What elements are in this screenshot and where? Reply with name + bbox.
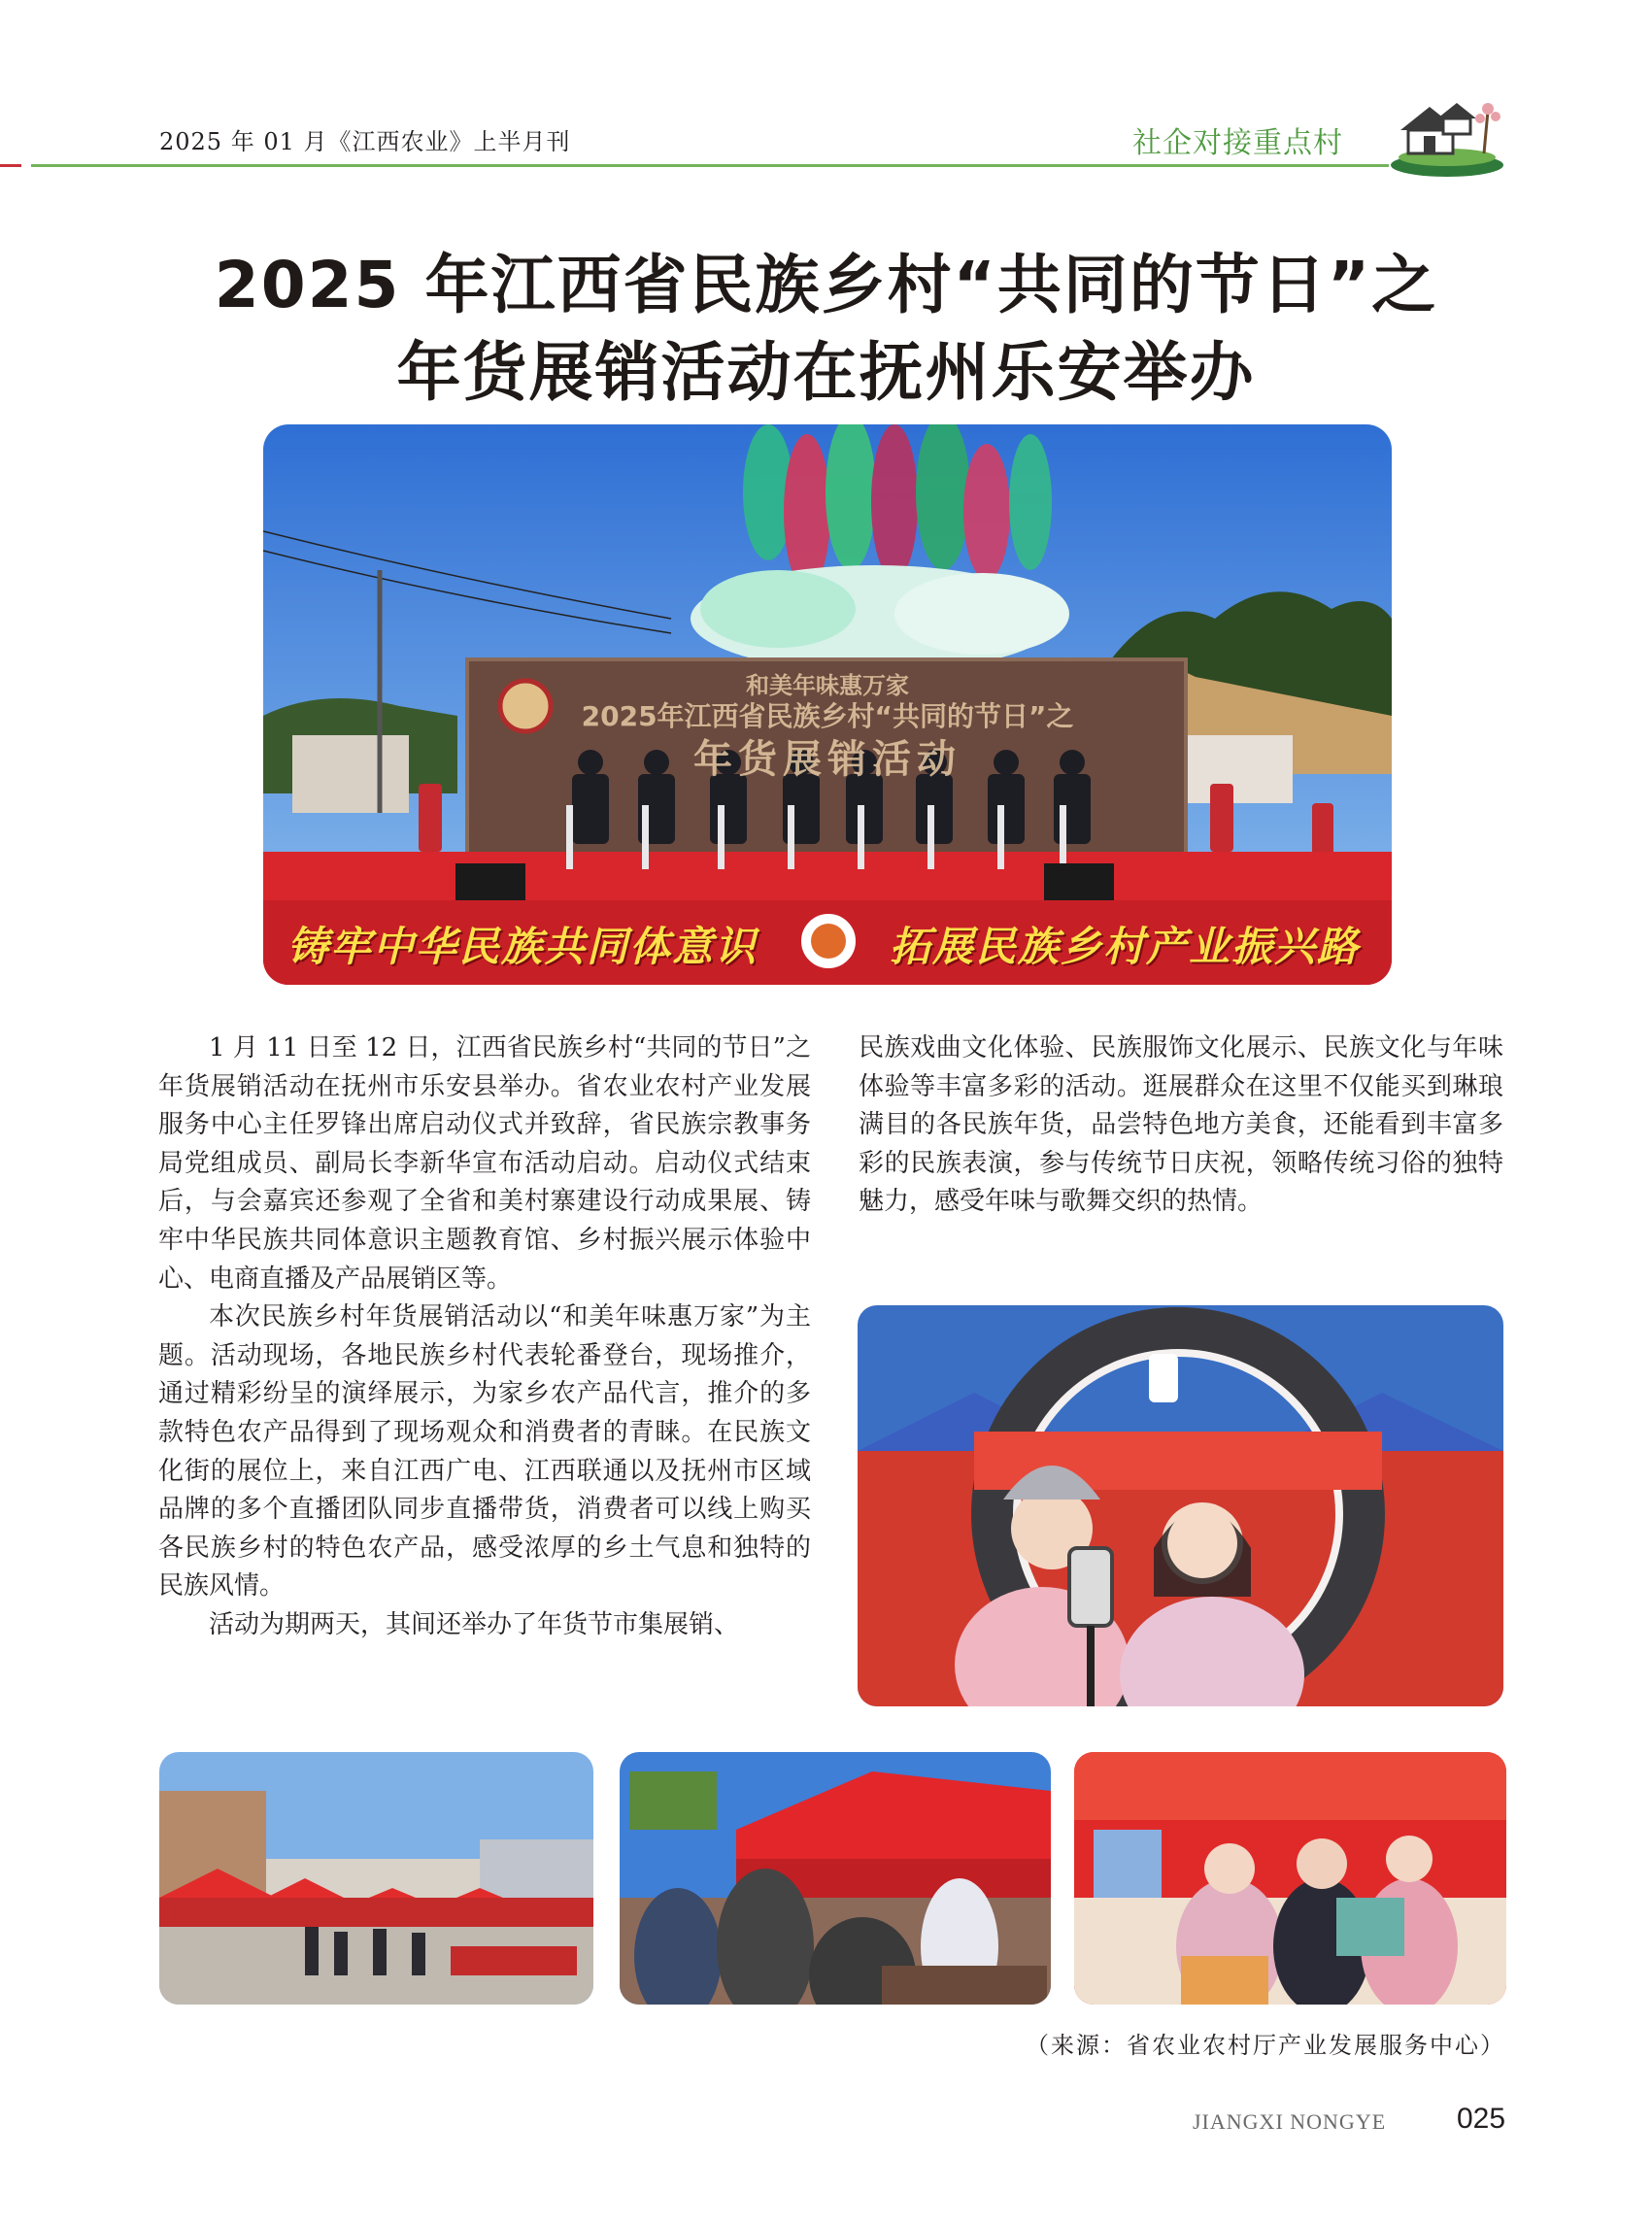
market-street-stalls-photo: [159, 1752, 593, 2005]
header-accent-tick: [0, 164, 21, 167]
market-crowd-booth-photo: [620, 1752, 1051, 2005]
article-paragraph-2: 本次民族乡村年货展销活动以“和美年味惠万家”为主题。活动现场，各地民族乡村代表轮番登台，现场推介，通过精彩纷呈的演绎展示，为家乡农产品代言，推介的多款特色农产品得到了现场观众和消费者的青睐。在民族文化街的展位上，来自江西广电、江西联通以及抚州市区域品牌的多个直播团队同步直播带货，消费者可以线上购买各民族乡村的特色农产品，感受浓厚的乡土气息和独特的民族风情。: [158, 1302, 811, 1601]
village-house-logo-icon: [1387, 85, 1507, 183]
stage-board-subtitle: 2025年江西省民族乡村“共同的节日”之: [581, 700, 1074, 732]
article-paragraph-3: 活动为期两天，其间还举办了年货节市集展销、: [209, 1609, 740, 1639]
article-title-line-2: 年货展销活动在抚州乐安举办: [396, 335, 1256, 410]
stage-board-heading: 年货展销活动: [693, 737, 961, 782]
issue-line: 2025 年 01 月《江西农业》上半月刊: [159, 128, 571, 155]
article-body-left-column: [158, 1029, 811, 1645]
photo-source-credit: （来源：省农业农村厅产业发展服务中心）: [1026, 2032, 1505, 2059]
page-number: 025: [1457, 2103, 1506, 2135]
section-title: 社企对接重点村: [1132, 126, 1343, 160]
livestream-ring-light-photo: [858, 1305, 1503, 1706]
article-title-line-1: 2025 年江西省民族乡村“共同的节日”之: [214, 248, 1438, 322]
article-paragraph-1: 1 月 11 日至 12 日，江西省民族乡村“共同的节日”之年货展销活动在抚州市乐安县举办。省农业农村产业发展服务中心主任罗锋出席启动仪式并致辞，省民族宗教事务局党组成员、副局长李新华宣布活动启动。启动仪式结束后，与会嘉宾还参观了全省和美村寨建设行动成果展、铸牢中华民族共同体意识主题教育馆、乡村振兴展示体验中心、电商直播及产品展销区等。: [158, 1033, 811, 1294]
journal-name: JIANGXI NONGYE: [1193, 2109, 1387, 2134]
article-paragraph-3-continued: 民族戏曲文化体验、民族服饰文化展示、民族文化与年味体验等丰富多彩的活动。逛展群众在这里不仅能买到琳琅满目的各民族年货，品尝特色地方美食，还能看到丰富多彩的民族表演，参与传统节日庆祝，领略传统习俗的独特魅力，感受年味与歌舞交织的热情。: [859, 1033, 1503, 1217]
stage-board-theme: 和美年味惠万家: [746, 672, 909, 699]
article-body-right-column: [859, 1029, 1503, 1222]
product-promotion-booth-photo: [1074, 1752, 1506, 2005]
stage-banner-left-slogan: 铸牢中华民族共同体意识: [287, 923, 759, 970]
stage-banner-right-slogan: 拓展民族乡村产业振兴路: [890, 923, 1361, 970]
header-rule: [31, 164, 1389, 167]
